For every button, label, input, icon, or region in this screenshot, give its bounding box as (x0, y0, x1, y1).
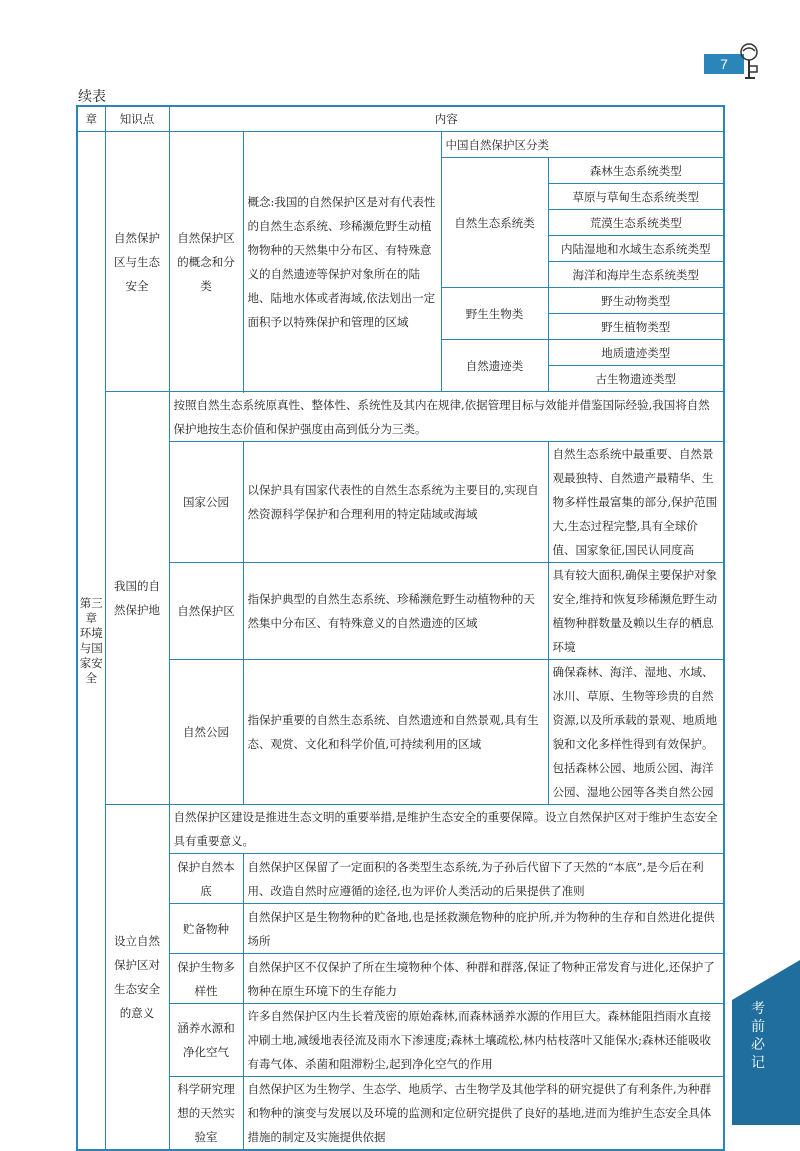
type-definition: 以保护具有国家代表性的自然生态系统为主要目的,实现自然资源科学保护和合理利用的特定陆域或海域 (243, 442, 548, 563)
meaning-name: 贮备物种 (169, 904, 243, 954)
section2-knowledge: 我国的自然保护地 (105, 392, 169, 805)
mascot-icon (737, 42, 763, 84)
list-item: 野生植物类型 (548, 314, 724, 340)
meaning-name: 涵养水源和净化空气 (169, 1004, 243, 1077)
list-item: 海洋和海岸生态系统类型 (548, 262, 724, 288)
type-description: 自然生态系统中最重要、自然景观最独特、自然遗产最精华、生物多样性最富集的部分,保护范围大,生态过程完整,具有全球价值、国家象征,国民认同度高 (548, 442, 724, 563)
group-ecosystem: 自然生态系统类 (441, 158, 548, 288)
section1-knowledge: 自然保护区与生态安全 (105, 132, 169, 392)
meaning-description: 自然保护区保留了一定面积的各类型生态系统,为子孙后代留下了天然的“本底”,是今后在利用、改造自然时应遵循的途径,也为评价人类活动的后果提供了准则 (243, 854, 724, 904)
chapter-cell: 第三章 环境与国家安全 (77, 132, 105, 1151)
table-header (77, 106, 724, 132)
list-item: 古生物遗迹类型 (548, 366, 724, 392)
meaning-name: 保护生物多样性 (169, 954, 243, 1004)
group-relics: 自然遗迹类 (441, 340, 548, 392)
type-definition: 指保护典型的自然生态系统、珍稀濒危野生动植物种的天然集中分布区、有特殊意义的自然遗迹的区域 (243, 563, 548, 660)
list-item: 地质遗迹类型 (548, 340, 724, 366)
list-item: 内陆湿地和水域生态系统类型 (548, 236, 724, 262)
section1-concept: 概念:我国的自然保护区是对有代表性的自然生态系统、珍稀濒危野生动植物物种的天然集中分布区、有特殊意义的自然遗迹等保护对象所在的陆地、陆地水体或者海域,依法划出一定面积予以特殊保护和管理的区域 (243, 132, 441, 392)
type-description: 确保森林、海洋、湿地、水域、冰川、草原、生物等珍贵的自然资源,以及所承载的景观、地质地貌和文化多样性得到有效保护。包括森林公园、地质公园、海洋公园、湿地公园等各类自然公园 (548, 660, 724, 805)
type-definition: 指保护重要的自然生态系统、自然遗迹和自然景观,具有生态、观赏、文化和科学价值,可持续利用的区域 (243, 660, 548, 805)
type-name: 自然保护区 (169, 563, 243, 660)
type-name: 国家公园 (169, 442, 243, 563)
knowledge-table (76, 105, 725, 1151)
header-chapter: 章 (77, 106, 105, 132)
page-number: 7 (704, 54, 744, 74)
continuation-label: 续表 (78, 89, 106, 105)
meaning-name: 保护自然本底 (169, 854, 243, 904)
list-item: 荒漠生态系统类型 (548, 210, 724, 236)
list-item: 野生动物类型 (548, 288, 724, 314)
section1-sub: 自然保护区的概念和分类 (169, 132, 243, 392)
section2-intro: 按照自然生态系统原真性、整体性、系统性及其内在规律,依据管理目标与效能并借鉴国际经验,我国将自然保护地按生态价值和保护强度由高到低分为三类。 (169, 392, 724, 442)
meaning-description: 许多自然保护区内生长着茂密的原始森林,而森林涵养水源的作用巨大。森林能阻挡雨水直接冲刷土地,减缓地表径流及雨水下渗速度;森林土壤疏松,林内枯枝落叶又能保水;森林还能吸收有毒气体、杀菌和阻滞粉尘,起到净化空气的作用 (243, 1004, 724, 1077)
classification-title: 中国自然保护区分类 (441, 132, 724, 158)
meaning-description: 自然保护区不仅保护了所在生境物种个体、种群和群落,保证了物种正常发育与进化,还保护了物种在原生环境下的生存能力 (243, 954, 724, 1004)
type-description: 具有较大面积,确保主要保护对象安全,维持和恢复珍稀濒危野生动植物种群数量及赖以生存的栖息环境 (548, 563, 724, 660)
side-tab-label: 考前必记 (751, 1001, 765, 1071)
meaning-description: 自然保护区是生物物种的贮备地,也是拯救濒危物种的庇护所,并为物种的生存和自然进化提供场所 (243, 904, 724, 954)
group-wildlife: 野生生物类 (441, 288, 548, 340)
meaning-description: 自然保护区为生物学、生态学、地质学、古生物学及其他学科的研究提供了有利条件,为种群和物种的演变与发展以及环境的监测和定位研究提供了良好的基地,进而为维护生态安全具体措施的制定及实施提供依据 (243, 1077, 724, 1151)
section3-intro: 自然保护区建设是推进生态文明的重要举措,是维护生态安全的重要保障。设立自然保护区对于维护生态安全具有重要意义。 (169, 805, 724, 854)
list-item: 森林生态系统类型 (548, 158, 724, 184)
meaning-name: 科学研究理想的天然实验室 (169, 1077, 243, 1151)
section3-knowledge: 设立自然保护区对生态安全的意义 (105, 805, 169, 1151)
header-knowledge: 知识点 (105, 106, 169, 132)
type-name: 自然公园 (169, 660, 243, 805)
list-item: 草原与草甸生态系统类型 (548, 184, 724, 210)
header-content: 内容 (169, 106, 724, 132)
